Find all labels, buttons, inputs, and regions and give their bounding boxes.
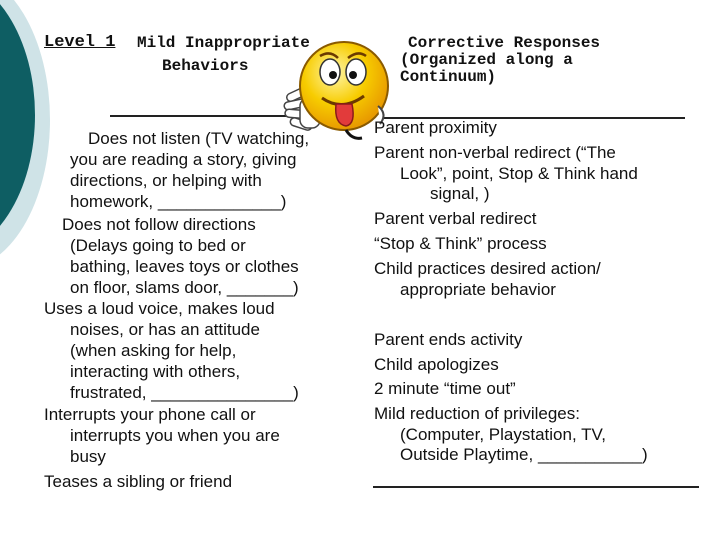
response-line: Parent proximity — [374, 118, 497, 137]
left-title-line2: Behaviors — [162, 57, 249, 75]
response-line: Parent ends activity — [374, 330, 523, 349]
response-line: (Computer, Playstation, TV, — [400, 425, 606, 444]
response-line: “Stop & Think” process — [374, 234, 547, 253]
left-title-line1: Mild Inappropriate — [137, 34, 310, 52]
right-title-line1: Corrective Responses — [408, 34, 601, 52]
behavior-line: Does not follow directions — [62, 215, 256, 234]
behavior-line: Uses a loud voice, makes loud — [44, 299, 275, 318]
behavior-line: (Delays going to bed or — [70, 236, 246, 255]
response-line: Outside Playtime, ___________) — [400, 445, 648, 464]
right-bottom-rule — [373, 486, 699, 488]
response-line: Child practices desired action/ — [374, 259, 601, 278]
decorative-teal-arcs — [0, 0, 50, 260]
response-line: Parent verbal redirect — [374, 209, 537, 228]
behavior-line: noises, or has an attitude — [70, 320, 260, 339]
behavior-line: interrupts you when you are — [70, 426, 280, 445]
level-label: Level 1 — [44, 33, 116, 52]
response-line: Child apologizes — [374, 355, 499, 374]
behavior-line: Does not listen (TV watching, — [88, 129, 310, 148]
behavior-line: homework, _____________) — [70, 192, 287, 211]
behavior-line: busy — [70, 447, 106, 466]
response-line: 2 minute “time out” — [374, 379, 516, 398]
behavior-line: directions, or helping with — [70, 171, 262, 190]
response-line: Look”, point, Stop & Think hand — [400, 164, 638, 183]
behavior-line: Teases a sibling or friend — [44, 472, 233, 491]
right-title-line2: (Organized along a — [400, 51, 573, 69]
response-line: Mild reduction of privileges: — [374, 404, 580, 423]
behavior-line: (when asking for help, — [70, 341, 237, 360]
response-line: Parent non-verbal redirect (“The — [374, 143, 616, 162]
behavior-line: on floor, slams door, _______) — [70, 278, 299, 297]
response-line: appropriate behavior — [400, 280, 556, 299]
behavior-line: frustrated, _______________) — [70, 383, 299, 402]
behavior-line: bathing, leaves toys or clothes — [70, 257, 299, 276]
behavior-line: interacting with others, — [70, 362, 241, 381]
behavior-line: Interrupts your phone call or — [44, 405, 256, 424]
behavior-line: you are reading a story, giving — [70, 150, 297, 169]
right-title-line3: Continuum) — [400, 68, 497, 86]
response-line: signal, ) — [430, 184, 490, 203]
